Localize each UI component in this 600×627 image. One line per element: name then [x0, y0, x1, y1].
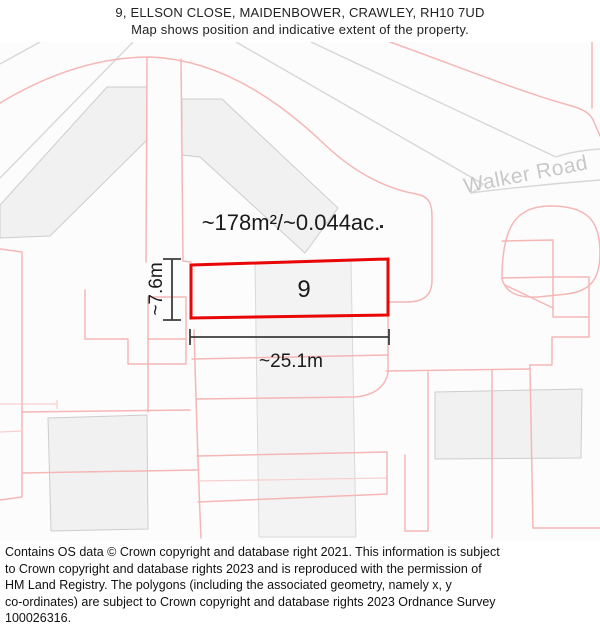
width-dimension-label: ~25.1m [259, 351, 323, 372]
property-address: 9, ELLSON CLOSE, MAIDENBOWER, CRAWLEY, RH10 7UD [115, 5, 485, 20]
page-title [0, 0, 600, 42]
building-southeast [435, 389, 582, 459]
copyright-notice [0, 541, 600, 625]
road-name-label: Walker Road [461, 151, 590, 198]
map-point-mark [380, 225, 383, 228]
copyright-line: to Crown copyright and database rights 2023 and is reproduced with the permission of [5, 561, 482, 576]
cadastral-map [0, 42, 600, 541]
copyright-line: Contains OS data © Crown copyright and database right 2021. This information is subject [5, 545, 500, 559]
close-road-edge-left [146, 57, 147, 262]
copyright-line: 100026316. [5, 611, 72, 626]
copyright-line: co-ordinates) are subject to Crown copyright and database rights 2023 Ordnance Survey [5, 594, 496, 609]
copyright-line: HM Land Registry. The polygons (including the associated geometry, namely x, y [5, 578, 452, 593]
map-description: Map shows position and indicative extent of the property. [131, 22, 469, 37]
depth-dimension-label: ~7.6m [146, 262, 167, 316]
plot-number-label: 9 [297, 276, 311, 303]
map-canvas [0, 42, 600, 541]
plot-area-label: ~178m²/~0.044ac. [201, 210, 381, 235]
